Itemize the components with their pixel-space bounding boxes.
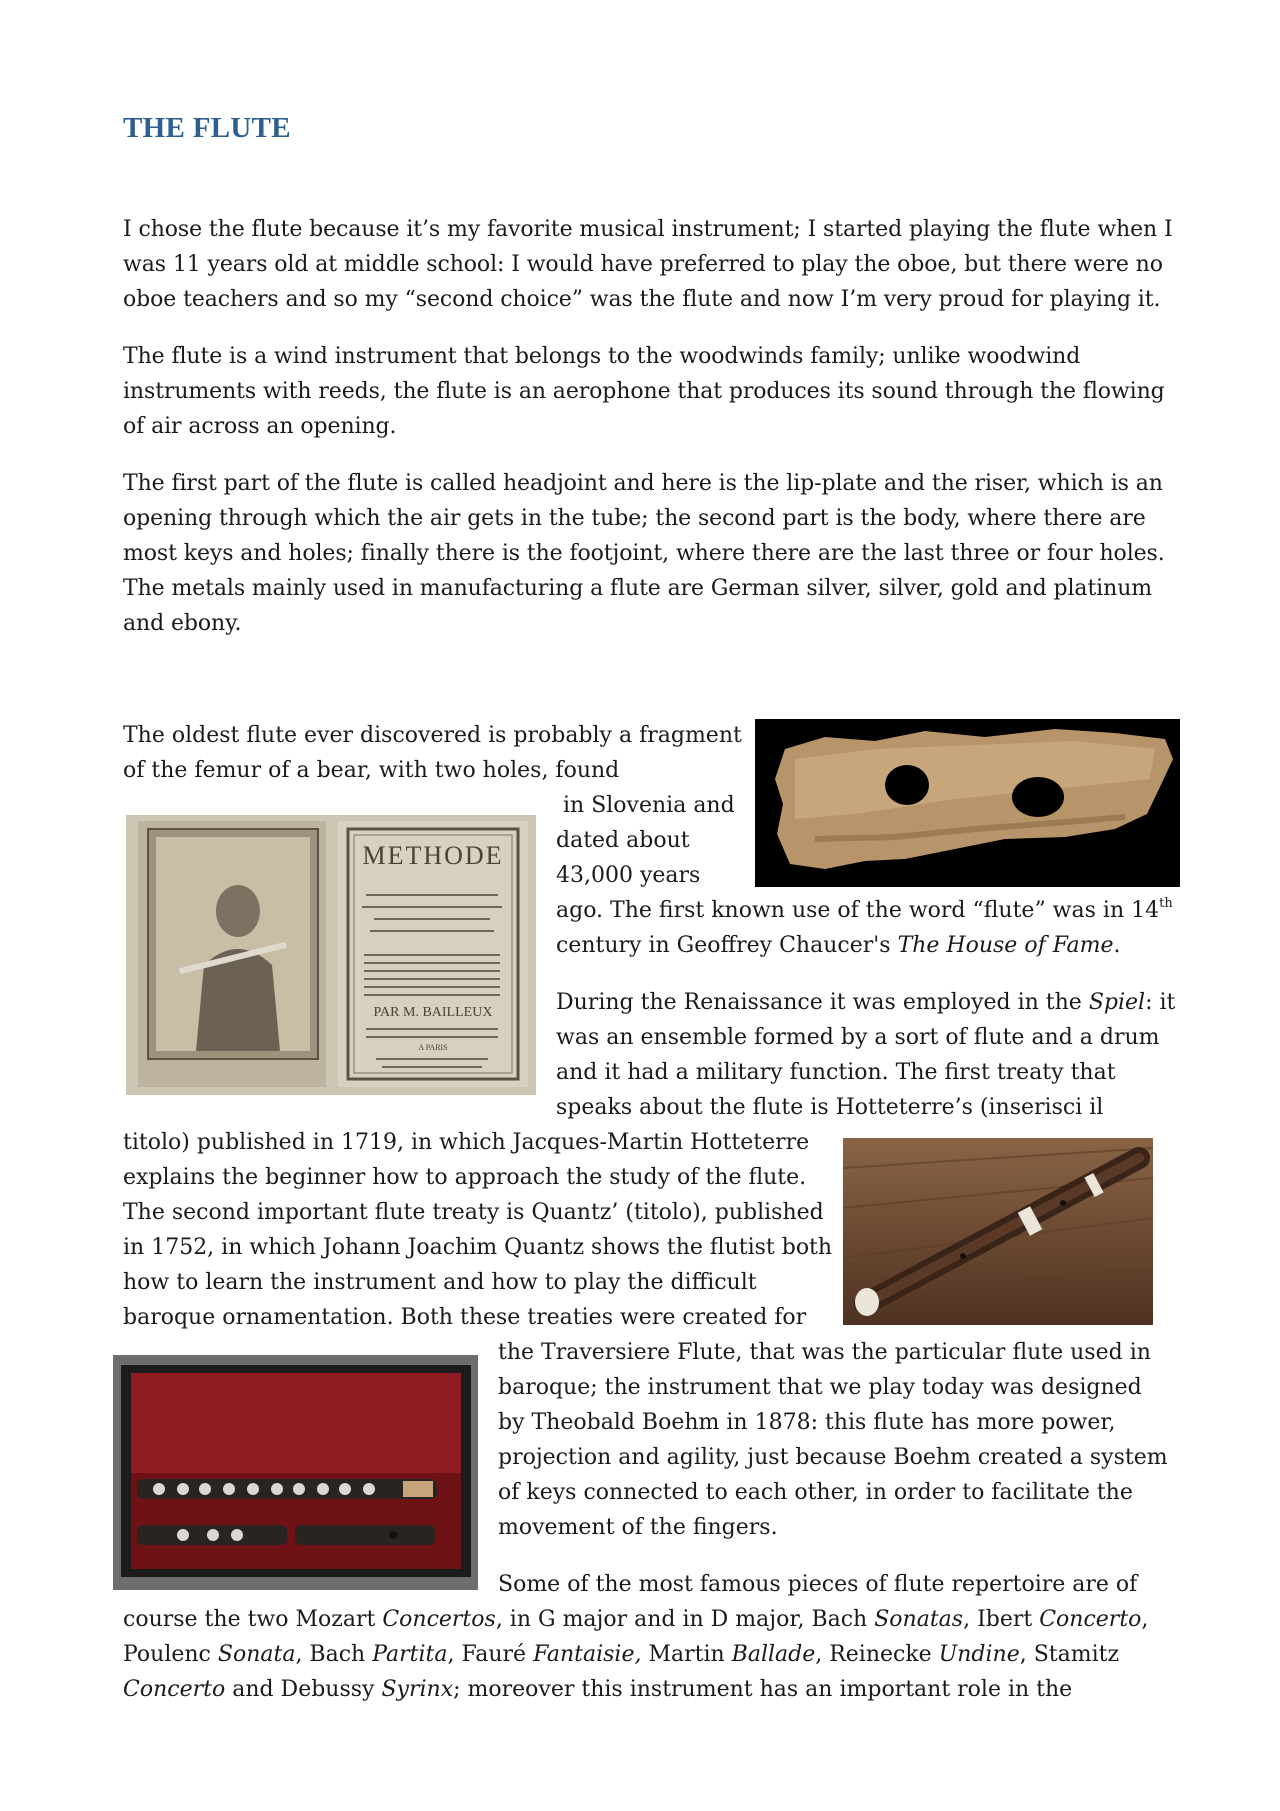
text-line: was an ensemble formed by a sort of flute and a drum	[556, 1025, 1160, 1050]
parts-paragraph	[123, 466, 1165, 641]
text-line: baroque ornamentation. Both these treaties were created for	[123, 1305, 807, 1330]
text-line: dated about	[556, 828, 690, 853]
text-line: I chose the flute because it’s my favorite musical instrument; I started playing the flute when I	[123, 217, 1173, 242]
text-line: During the Renaissance it was employed in the Spiel: it	[556, 990, 1176, 1015]
text-line: century in Geoffrey Chaucer's The House of Fame.	[556, 933, 1121, 958]
methode-book-image	[126, 815, 536, 1095]
text-line: and it had a military function. The first treaty that	[556, 1060, 1116, 1085]
bone-flute-image	[755, 719, 1180, 887]
book-author-text: PAR M. BAILLEUX	[373, 1005, 493, 1020]
text-line: projection and agility, just because Boehm created a system	[498, 1445, 1168, 1470]
text-line: in 1752, in which Johann Joachim Quantz shows the flutist both	[123, 1235, 833, 1260]
text-line: and ebony.	[123, 611, 242, 636]
text-line: ago. The first known use of the word “flute” was in 14th	[556, 896, 1173, 923]
text-line: instruments with reeds, the flute is an aerophone that produces its sound through the flowing	[123, 379, 1165, 404]
text-line: the Traversiere Flute, that was the particular flute used in	[498, 1340, 1151, 1365]
text-line: Some of the most famous pieces of flute repertoire are of	[498, 1572, 1138, 1597]
flute-case-image	[113, 1355, 478, 1590]
text-line: oboe teachers and so my “second choice” was the flute and now I’m very proud for playing it.	[123, 287, 1161, 312]
book-place-text: A PARIS	[418, 1043, 448, 1052]
text-line: The first part of the flute is called headjoint and here is the lip-plate and the riser, which is an	[123, 471, 1163, 496]
text-line: speaks about the flute is Hotteterre’s (inserisci il	[556, 1095, 1104, 1120]
text-line: The metals mainly used in manufacturing a flute are German silver, silver, gold and platinum	[123, 576, 1153, 601]
text-line: Poulenc Sonata, Bach Partita, Fauré Fantaisie, Martin Ballade, Reinecke Undine, Stamitz	[123, 1642, 1120, 1667]
text-line: explains the beginner how to approach the study of the flute.	[123, 1165, 807, 1190]
family-paragraph	[123, 339, 1165, 444]
text-line: Concerto and Debussy Syrinx; moreover this instrument has an important role in the	[123, 1677, 1073, 1702]
text-line: was 11 years old at middle school: I would have preferred to play the oboe, but there were no	[123, 252, 1163, 277]
text-line: The flute is a wind instrument that belongs to the woodwinds family; unlike woodwind	[123, 344, 1081, 369]
text-line: opening through which the air gets in the tube; the second part is the body, where there are	[123, 506, 1146, 531]
wooden-flute-image	[843, 1138, 1153, 1325]
page-title: THE FLUTE	[123, 112, 291, 144]
text-line: titolo) published in 1719, in which Jacques-Martin Hotteterre	[123, 1130, 810, 1155]
text-line: of air across an opening.	[123, 414, 397, 439]
text-line: movement of the fingers.	[498, 1515, 778, 1540]
text-line: in Slovenia and	[563, 793, 735, 818]
text-line: The oldest flute ever discovered is probably a fragment	[123, 723, 742, 748]
text-line: baroque; the instrument that we play today was designed	[498, 1375, 1142, 1400]
text-line: of keys connected to each other, in order to facilitate the	[498, 1480, 1133, 1505]
text-line: most keys and holes; finally there is the footjoint, where there are the last three or four holes.	[123, 541, 1165, 566]
text-line: by Theobald Boehm in 1878: this flute has more power,	[498, 1410, 1116, 1435]
intro-paragraph	[123, 212, 1173, 317]
text-line: The second important flute treaty is Quantz’ (titolo), published	[123, 1200, 824, 1225]
text-line: course the two Mozart Concertos, in G major and in D major, Bach Sonatas, Ibert Concerto,	[123, 1607, 1149, 1632]
book-title-text: METHODE	[362, 841, 504, 870]
text-line: how to learn the instrument and how to play the difficult	[123, 1270, 757, 1295]
text-line: 43,000 years	[556, 863, 701, 888]
text-line: of the femur of a bear, with two holes, found	[123, 758, 620, 783]
